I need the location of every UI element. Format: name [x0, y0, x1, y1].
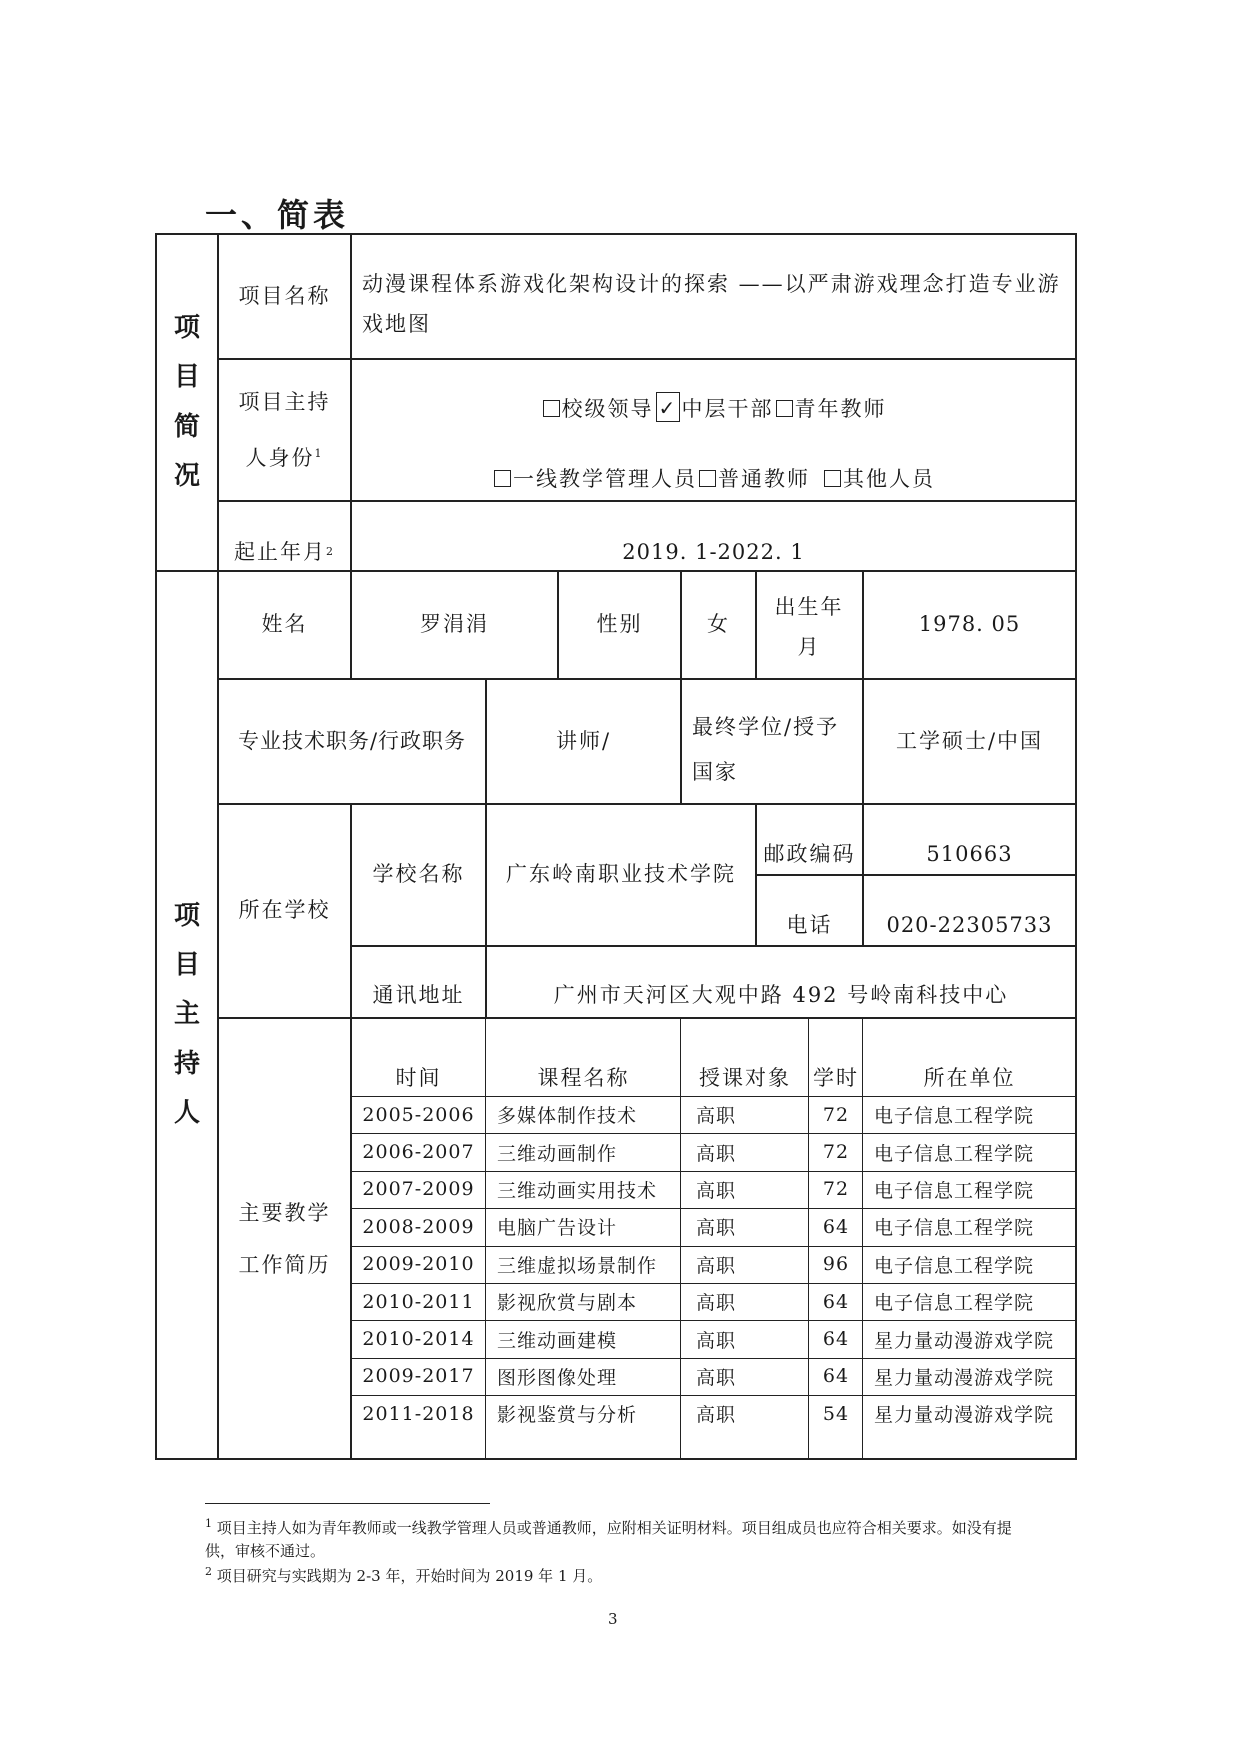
host-side-label	[157, 572, 217, 1458]
table-cell: 高职	[696, 1105, 737, 1128]
table-cell: 64	[822, 1290, 850, 1313]
project-name-value: 动漫课程体系游戏化架构设计的探索 ——以严肃游戏理念打造专业游戏地图	[362, 272, 1061, 336]
table-cell: 电子信息工程学院	[874, 1254, 1035, 1277]
footnote-2	[205, 1560, 1035, 1588]
checkbox-icon[interactable]	[824, 470, 841, 487]
identity-option[interactable]	[541, 397, 654, 421]
footnote-divider	[205, 1503, 490, 1504]
project-overview-side-label	[157, 235, 217, 570]
host-identity-label	[219, 360, 350, 500]
side-label-char: 目	[173, 949, 200, 980]
table-cell: 高职	[696, 1217, 737, 1240]
table-cell: 电子信息工程学院	[874, 1105, 1035, 1128]
phone-label: 电话	[786, 912, 833, 937]
checkbox-icon[interactable]	[699, 470, 716, 487]
teaching-history-label-line1: 主要教学	[238, 1200, 331, 1225]
gender-label: 性别	[596, 612, 643, 637]
table-cell: 2010-2014	[362, 1328, 475, 1351]
identity-option-label: 其他人员	[843, 467, 935, 492]
table-header-cell: 所在单位	[923, 1066, 1016, 1090]
address-label: 通讯地址	[372, 983, 465, 1008]
table-cell: 电子信息工程学院	[874, 1292, 1035, 1315]
postcode-label: 邮政编码	[763, 841, 856, 866]
identity-option[interactable]	[697, 467, 810, 491]
table-cell: 2010-2011	[362, 1290, 475, 1313]
table-cell: 高职	[696, 1292, 737, 1315]
table-header-cell: 授课对象	[699, 1066, 791, 1090]
table-cell: 电子信息工程学院	[874, 1179, 1035, 1202]
table-cell: 图形图像处理	[497, 1366, 618, 1389]
table-cell: 72	[822, 1103, 850, 1126]
identity-option-label: 校级领导	[561, 397, 654, 422]
table-cell: 2007-2009	[362, 1178, 475, 1201]
identity-options-line1	[352, 390, 1075, 430]
table-cell: 2008-2009	[362, 1215, 475, 1238]
side-label-char: 项	[173, 312, 200, 343]
identity-option[interactable]	[654, 397, 774, 421]
school-name-value: 广东岭南职业技术学院	[506, 862, 736, 887]
page-number: 3	[608, 1610, 618, 1628]
postcode-value: 510663	[926, 841, 1013, 866]
table-cell: 高职	[696, 1142, 737, 1165]
gender-value: 女	[707, 612, 730, 637]
checkbox-checked-icon[interactable]	[656, 392, 680, 422]
checkbox-icon[interactable]	[543, 400, 560, 417]
footnote-1-mark: 1	[205, 1517, 212, 1530]
table-header-cell: 学时	[813, 1066, 859, 1090]
identity-option[interactable]	[822, 467, 935, 491]
degree-value: 工学硕士/中国	[895, 728, 1044, 753]
table-cell: 72	[822, 1141, 850, 1164]
host-identity-label-line2: 人身份	[245, 446, 315, 470]
address-value: 广州市天河区大观中路 492 号岭南科技中心	[553, 983, 1009, 1008]
table-cell: 电脑广告设计	[497, 1217, 618, 1240]
footnote-ref-2: 2	[326, 545, 335, 559]
table-cell: 电子信息工程学院	[874, 1217, 1035, 1240]
table-cell: 三维动画制作	[497, 1142, 618, 1165]
side-label-char: 项	[173, 900, 200, 931]
footnote-1-text: 项目主持人如为青年教师或一线教学管理人员或普通教师，应附相关证明材料。项目组成员也应符合相关要求。如没有提供，审核不通过。	[205, 1519, 1012, 1560]
identity-options-line2	[352, 460, 1075, 500]
teaching-history-label-line2: 工作简历	[238, 1252, 331, 1277]
table-header-cell: 课程名称	[537, 1066, 630, 1090]
table-cell: 多媒体制作技术	[497, 1105, 638, 1128]
table-cell: 2009-2010	[362, 1253, 475, 1276]
side-label-char: 持	[173, 1048, 200, 1079]
table-cell: 高职	[696, 1366, 737, 1389]
host-name-value: 罗涓涓	[420, 612, 489, 637]
identity-option-label: 中层干部	[681, 397, 774, 422]
table-cell: 64	[822, 1215, 850, 1238]
host-identity-label-line1: 项目主持	[238, 390, 331, 414]
table-cell: 96	[822, 1253, 850, 1276]
footnote-2-mark: 2	[205, 1565, 212, 1578]
table-cell: 影视欣赏与剧本	[497, 1292, 638, 1315]
phone-value: 020-22305733	[886, 912, 1053, 937]
period-value: 2019. 1-2022. 1	[622, 539, 805, 564]
table-cell: 三维动画建模	[497, 1329, 618, 1352]
identity-option[interactable]	[774, 397, 887, 421]
table-cell: 2009-2017	[362, 1365, 475, 1388]
side-label-char: 人	[173, 1098, 200, 1129]
period-label-text: 起止年月	[234, 539, 326, 564]
table-header-cell: 时间	[395, 1066, 442, 1090]
identity-option[interactable]	[492, 467, 697, 491]
table-cell: 2005-2006	[362, 1103, 475, 1126]
table-cell: 64	[822, 1365, 850, 1388]
birth-label: 出生年月	[774, 595, 844, 659]
title-value: 讲师/	[555, 728, 612, 753]
table-cell: 64	[822, 1328, 850, 1351]
footnote-ref-1: 1	[314, 447, 324, 460]
section-title: 一、简表	[205, 196, 350, 234]
project-name-label: 项目名称	[238, 283, 331, 308]
table-cell: 72	[822, 1178, 850, 1201]
table-cell: 2011-2018	[362, 1402, 475, 1425]
table-cell: 2006-2007	[362, 1141, 475, 1164]
side-label-char: 况	[173, 460, 200, 491]
table-cell: 高职	[696, 1254, 737, 1277]
table-cell: 54	[822, 1402, 850, 1425]
school-section-label: 所在学校	[238, 898, 331, 923]
table-cell: 三维虚拟场景制作	[497, 1254, 658, 1277]
identity-option-label: 青年教师	[794, 397, 887, 422]
table-cell: 高职	[696, 1179, 737, 1202]
degree-label: 最终学位/授予国家	[692, 715, 840, 784]
footnote-2-text: 项目研究与实践期为 2-3 年，开始时间为 2019 年 1 月。	[216, 1567, 603, 1585]
table-cell: 影视鉴赏与分析	[497, 1404, 638, 1427]
teaching-history-label	[219, 1019, 350, 1458]
period-label	[219, 535, 350, 570]
footnote-1	[205, 1512, 1035, 1563]
side-label-char: 主	[173, 999, 200, 1030]
host-name-label: 姓名	[261, 612, 308, 637]
table-cell: 星力量动漫游戏学院	[874, 1329, 1055, 1352]
title-label: 专业技术职务/行政职务	[237, 728, 467, 753]
checkbox-icon[interactable]	[494, 470, 511, 487]
side-label-char: 目	[173, 362, 200, 393]
table-cell: 高职	[696, 1404, 737, 1427]
side-label-char: 简	[173, 411, 200, 442]
identity-option-label: 普通教师	[718, 467, 810, 492]
table-cell: 电子信息工程学院	[874, 1142, 1035, 1165]
table-cell: 高职	[696, 1329, 737, 1352]
table-cell: 星力量动漫游戏学院	[874, 1366, 1055, 1389]
school-name-label: 学校名称	[372, 862, 465, 887]
checkbox-icon[interactable]	[776, 400, 793, 417]
identity-option-label: 一线教学管理人员	[513, 467, 697, 492]
table-cell: 三维动画实用技术	[497, 1179, 658, 1202]
table-cell: 星力量动漫游戏学院	[874, 1404, 1055, 1427]
birth-value: 1978. 05	[918, 612, 1021, 637]
